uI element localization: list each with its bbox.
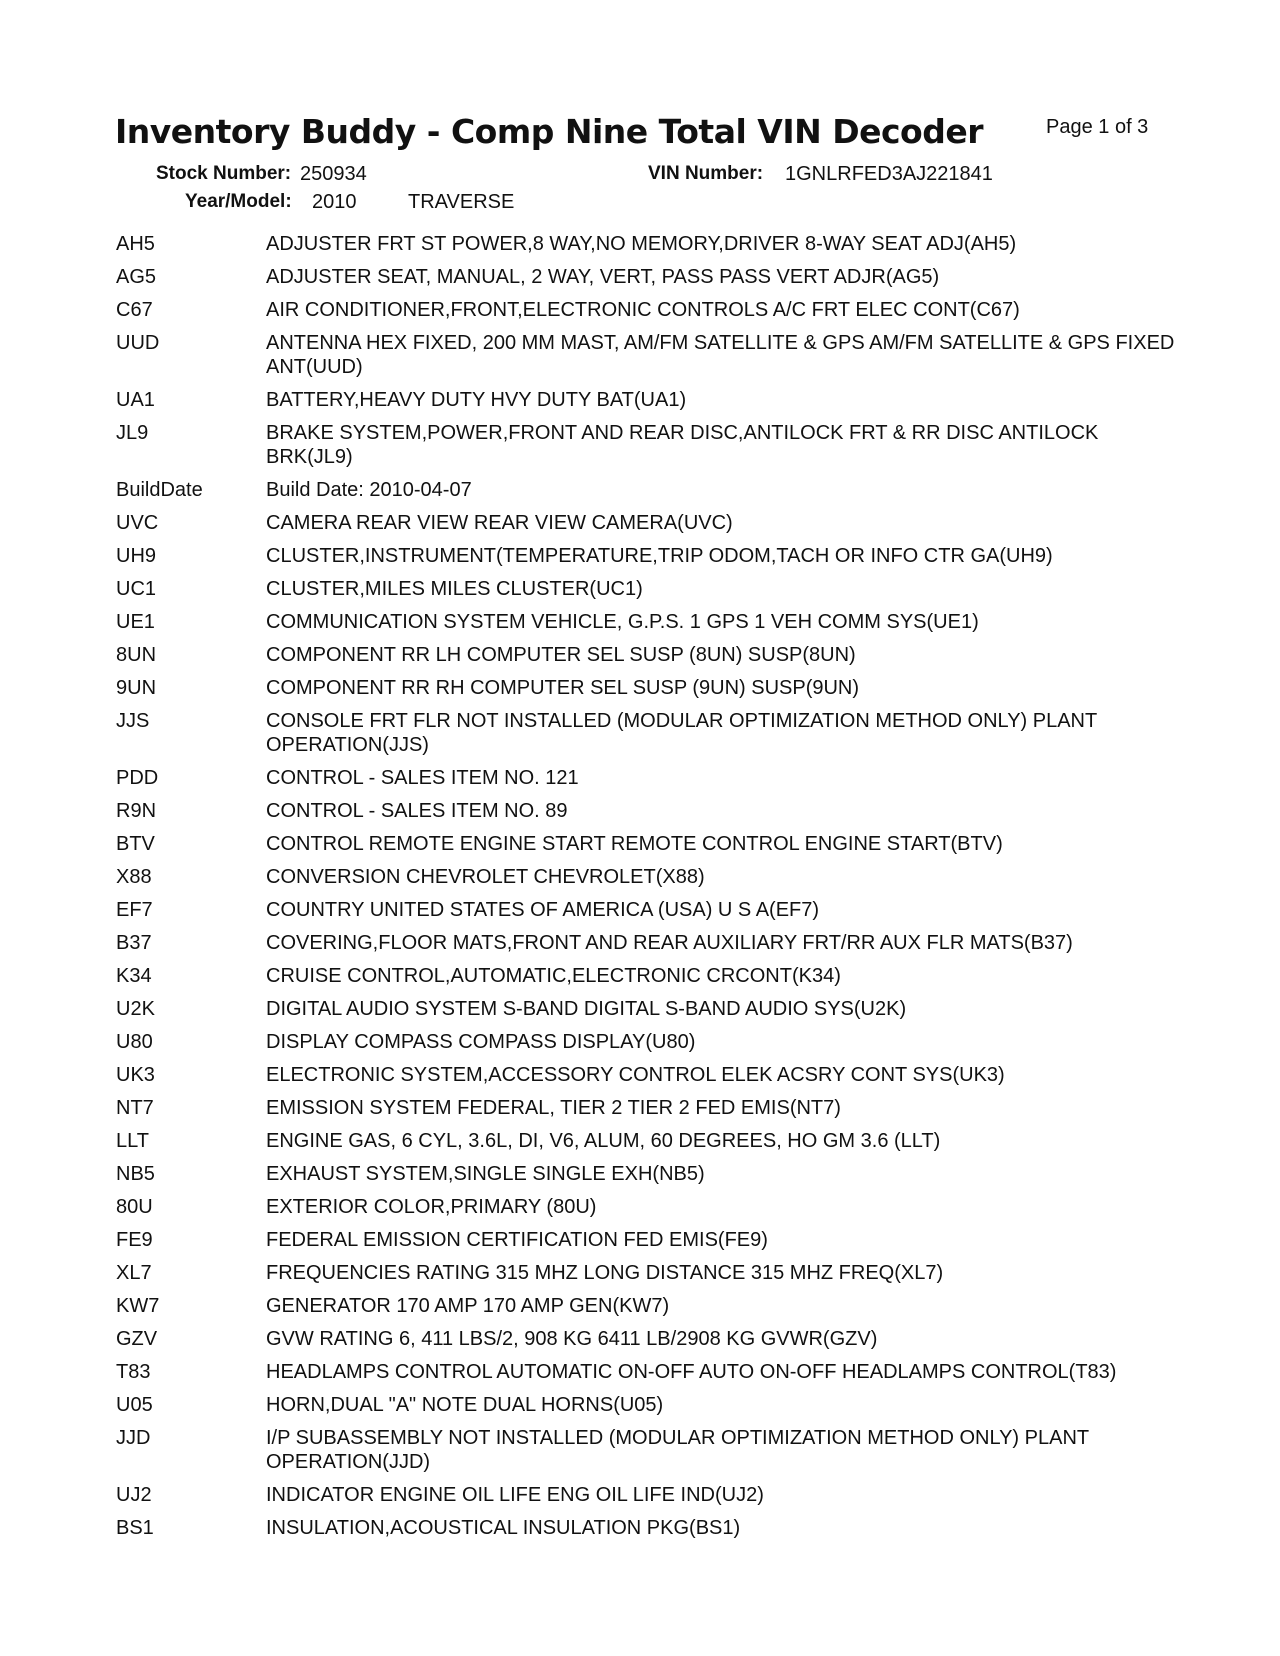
option-code: B37 [116,932,152,954]
option-code: AH5 [116,233,155,255]
option-code: LLT [116,1130,149,1152]
option-description: I/P SUBASSEMBLY NOT INSTALLED (MODULAR OPTIMIZATION METHOD ONLY) PLANT OPERATION(JJD) [266,1427,1089,1473]
option-description: CONTROL REMOTE ENGINE START REMOTE CONTROL ENGINE START(BTV) [266,833,1003,855]
option-row [116,507,1176,540]
option-code: U05 [116,1394,153,1416]
option-description: INSULATION,ACOUSTICAL INSULATION PKG(BS1) [266,1517,741,1539]
option-row [116,417,1176,474]
option-row [116,1422,1176,1479]
option-row [116,1257,1176,1290]
option-description: COUNTRY UNITED STATES OF AMERICA (USA) U S A(EF7) [266,899,820,921]
option-row [116,795,1176,828]
option-code: BuildDate [116,479,203,501]
option-row [116,672,1176,705]
option-code: U80 [116,1031,153,1053]
option-row [116,606,1176,639]
option-description: CLUSTER,INSTRUMENT(TEMPERATURE,TRIP ODOM,TACH OR INFO CTR GA(UH9) [266,545,1053,567]
option-row [116,540,1176,573]
page-title: Inventory Buddy - Comp Nine Total VIN Decoder [115,112,983,151]
option-row [116,573,1176,606]
option-code: JL9 [116,422,149,444]
option-description: COVERING,FLOOR MATS,FRONT AND REAR AUXILIARY FRT/RR AUX FLR MATS(B37) [266,932,1073,954]
option-description: INDICATOR ENGINE OIL LIFE ENG OIL LIFE IND(UJ2) [266,1484,764,1506]
option-description: ANTENNA HEX FIXED, 200 MM MAST, AM/FM SATELLITE & GPS AM/FM SATELLITE & GPS FIXED ANT(UUD) [266,332,1175,378]
option-row [116,1356,1176,1389]
option-description: ADJUSTER SEAT, MANUAL, 2 WAY, VERT, PASS PASS VERT ADJR(AG5) [266,266,940,288]
option-code: EF7 [116,899,153,921]
option-row [116,1125,1176,1158]
option-code: NB5 [116,1163,155,1185]
option-row [116,1026,1176,1059]
option-code: XL7 [116,1262,152,1284]
option-description: CONSOLE FRT FLR NOT INSTALLED (MODULAR OPTIMIZATION METHOD ONLY) PLANT OPERATION(JJS) [266,710,1097,756]
option-code: FE9 [116,1229,153,1251]
option-code: R9N [116,800,157,822]
option-description: HORN,DUAL "A" NOTE DUAL HORNS(U05) [266,1394,664,1416]
page-indicator: Page 1 of 3 [1046,116,1149,138]
option-code: UA1 [116,389,155,411]
option-row [116,1512,1176,1545]
option-description: CAMERA REAR VIEW REAR VIEW CAMERA(UVC) [266,512,733,534]
option-row [116,762,1176,795]
option-description: CLUSTER,MILES MILES CLUSTER(UC1) [266,578,643,600]
option-row [116,294,1176,327]
option-description: CONTROL - SALES ITEM NO. 121 [266,767,579,789]
option-code: BS1 [116,1517,154,1539]
option-description: HEADLAMPS CONTROL AUTOMATIC ON-OFF AUTO ON-OFF HEADLAMPS CONTROL(T83) [266,1361,1117,1383]
option-row [116,639,1176,672]
option-code: BTV [116,833,155,855]
option-code: KW7 [116,1295,160,1317]
option-code: JJS [116,710,150,732]
option-row [116,1224,1176,1257]
option-code: 80U [116,1196,153,1218]
option-description: CONVERSION CHEVROLET CHEVROLET(X88) [266,866,705,888]
option-code: NT7 [116,1097,154,1119]
stock-number-value: 250934 [300,163,367,185]
option-row [116,861,1176,894]
option-code: 9UN [116,677,157,699]
option-code: U2K [116,998,155,1020]
option-description: EMISSION SYSTEM FEDERAL, TIER 2 TIER 2 FED EMIS(NT7) [266,1097,841,1119]
option-row [116,474,1176,507]
stock-number-label: Stock Number: [156,163,292,184]
option-row [116,228,1176,261]
option-description: FREQUENCIES RATING 315 MHZ LONG DISTANCE 315 MHZ FREQ(XL7) [266,1262,944,1284]
vin-number-value: 1GNLRFED3AJ221841 [785,163,993,185]
option-row [116,1479,1176,1512]
option-row [116,993,1176,1026]
option-row [116,1092,1176,1125]
option-row [116,1191,1176,1224]
option-code: T83 [116,1361,151,1383]
option-description: ELECTRONIC SYSTEM,ACCESSORY CONTROL ELEK ACSRY CONT SYS(UK3) [266,1064,1005,1086]
option-row [116,1158,1176,1191]
option-row [116,384,1176,417]
option-row [116,894,1176,927]
option-description: GENERATOR 170 AMP 170 AMP GEN(KW7) [266,1295,670,1317]
option-code: C67 [116,299,153,321]
option-description: ENGINE GAS, 6 CYL, 3.6L, DI, V6, ALUM, 60 DEGREES, HO GM 3.6 (LLT) [266,1130,941,1152]
option-code: UVC [116,512,159,534]
option-description: DIGITAL AUDIO SYSTEM S-BAND DIGITAL S-BAND AUDIO SYS(U2K) [266,998,907,1020]
option-code-list [116,228,1176,1545]
option-description: COMPONENT RR RH COMPUTER SEL SUSP (9UN) SUSP(9UN) [266,677,860,699]
option-code: 8UN [116,644,157,666]
option-row [116,927,1176,960]
option-description: BATTERY,HEAVY DUTY HVY DUTY BAT(UA1) [266,389,687,411]
option-description: EXTERIOR COLOR,PRIMARY (80U) [266,1196,597,1218]
option-code: UUD [116,332,160,354]
option-code: UJ2 [116,1484,152,1506]
option-row [116,261,1176,294]
option-row [116,960,1176,993]
option-row [116,828,1176,861]
option-description: GVW RATING 6, 411 LBS/2, 908 KG 6411 LB/2908 KG GVWR(GZV) [266,1328,878,1350]
option-row [116,1389,1176,1422]
option-code: UC1 [116,578,157,600]
option-code: UK3 [116,1064,155,1086]
option-code: PDD [116,767,159,789]
option-row [116,327,1176,384]
option-description: AIR CONDITIONER,FRONT,ELECTRONIC CONTROLS A/C FRT ELEC CONT(C67) [266,299,1020,321]
option-description: DISPLAY COMPASS COMPASS DISPLAY(U80) [266,1031,696,1053]
option-row [116,705,1176,762]
option-code: K34 [116,965,152,987]
vin-number-label: VIN Number: [648,163,764,184]
option-description: CONTROL - SALES ITEM NO. 89 [266,800,568,822]
option-description: FEDERAL EMISSION CERTIFICATION FED EMIS(FE9) [266,1229,768,1251]
option-row [116,1059,1176,1092]
option-code: GZV [116,1328,158,1350]
option-code: UE1 [116,611,155,633]
year-model-label: Year/Model: [185,191,292,212]
model-value: TRAVERSE [408,191,515,213]
option-description: COMPONENT RR LH COMPUTER SEL SUSP (8UN) SUSP(8UN) [266,644,856,666]
option-description: BRAKE SYSTEM,POWER,FRONT AND REAR DISC,ANTILOCK FRT & RR DISC ANTILOCK BRK(JL9) [266,422,1099,468]
option-code: AG5 [116,266,157,288]
option-code: JJD [116,1427,151,1449]
option-row [116,1323,1176,1356]
option-description: CRUISE CONTROL,AUTOMATIC,ELECTRONIC CRCONT(K34) [266,965,841,987]
option-row [116,1290,1176,1323]
option-description: Build Date: 2010-04-07 [266,479,472,501]
option-description: EXHAUST SYSTEM,SINGLE SINGLE EXH(NB5) [266,1163,705,1185]
option-code: UH9 [116,545,157,567]
option-description: COMMUNICATION SYSTEM VEHICLE, G.P.S. 1 GPS 1 VEH COMM SYS(UE1) [266,611,979,633]
option-description: ADJUSTER FRT ST POWER,8 WAY,NO MEMORY,DRIVER 8-WAY SEAT ADJ(AH5) [266,233,1017,255]
option-code: X88 [116,866,152,888]
year-value: 2010 [312,191,357,213]
